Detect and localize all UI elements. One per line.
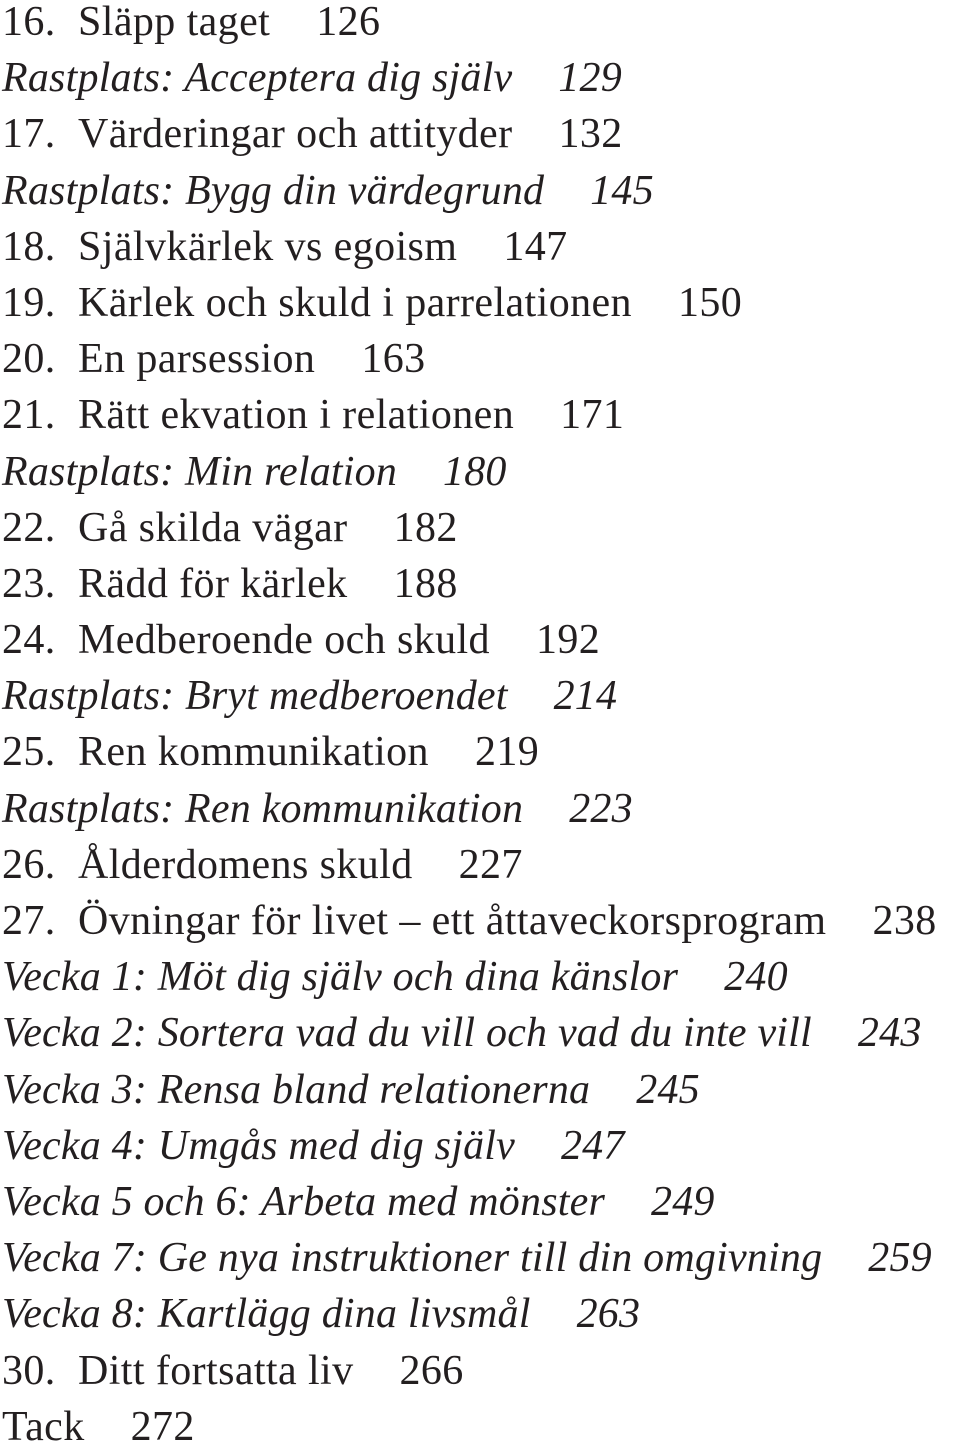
page-number: 192 (535, 617, 601, 664)
page-number: 249 (651, 1178, 715, 1225)
chapter-number: 18. (2, 223, 56, 270)
entry-title: Vecka 4: Umgås med dig själv (2, 1122, 515, 1169)
table-of-contents (2, 0, 937, 1449)
chapter-number: 20. (2, 336, 56, 383)
page-number: 245 (636, 1066, 700, 1113)
page-number: 129 (558, 55, 622, 102)
toc-entry (2, 1124, 937, 1168)
toc-entry (2, 1180, 937, 1224)
page-number: 223 (569, 785, 633, 832)
chapter-number: 26. (2, 841, 56, 888)
page-number: 266 (399, 1347, 464, 1394)
toc-entry (2, 506, 937, 550)
chapter-number: 25. (2, 729, 56, 776)
toc-entry (2, 1011, 937, 1055)
entry-title: Vecka 8: Kartlägg dina livsmål (2, 1291, 531, 1338)
page-number: 238 (872, 898, 937, 944)
entry-title: Gå skilda vägar (78, 504, 348, 551)
toc-entry (2, 56, 937, 100)
entry-title: Rastplats: Min relation (2, 448, 398, 495)
entry-title: Kärlek och skuld i parrelationen (78, 279, 632, 326)
entry-title: Rastplats: Bygg din värdegrund (2, 167, 545, 214)
toc-entry (2, 225, 937, 269)
entry-title: Rädd för kärlek (78, 560, 348, 607)
entry-title: Självkärlek vs egoism (78, 223, 458, 270)
entry-title: Rastplats: Bryt medberoendet (2, 673, 508, 720)
chapter-number: 19. (2, 279, 56, 326)
entry-title: Vecka 7: Ge nya instruktioner till din omgivning (2, 1235, 823, 1282)
page-number: 132 (558, 111, 623, 158)
entry-title: Ren kommunikation (78, 729, 429, 776)
toc-entry (2, 450, 937, 494)
page-number: 243 (857, 1010, 922, 1057)
toc-entry (2, 787, 937, 831)
toc-entry (2, 169, 937, 213)
chapter-number: 16. (2, 0, 56, 45)
page-number: 182 (393, 504, 458, 551)
toc-entry (2, 1236, 937, 1280)
chapter-number: 30. (2, 1347, 56, 1394)
chapter-number: 22. (2, 504, 56, 551)
page-number: 259 (868, 1235, 932, 1282)
page-number: 219 (474, 729, 540, 776)
entry-title: Rastplats: Acceptera dig själv (2, 55, 513, 102)
toc-entry (2, 730, 937, 774)
page-number: 272 (130, 1403, 195, 1450)
entry-title: Rätt ekvation i relationen (78, 392, 515, 439)
toc-entry (2, 562, 937, 606)
toc-entry (2, 674, 937, 718)
toc-entry (2, 281, 937, 325)
chapter-number: 17. (2, 111, 56, 158)
page-number: 150 (677, 279, 743, 326)
page-number: 240 (724, 954, 788, 1001)
entry-title: Tack (2, 1403, 85, 1450)
entry-title: Släpp taget (78, 0, 271, 45)
page-number: 180 (443, 448, 507, 495)
entry-title: Rastplats: Ren kommunikation (2, 785, 524, 832)
entry-title: Vecka 5 och 6: Arbeta med mönster (2, 1178, 606, 1225)
toc-entry (2, 843, 937, 887)
entry-title: Vecka 2: Sortera vad du vill och vad du inte vill (2, 1010, 812, 1057)
page-number: 163 (361, 336, 426, 383)
page-number: 227 (458, 841, 523, 888)
page-number: 263 (576, 1291, 641, 1338)
chapter-number: 23. (2, 560, 56, 607)
page-number: 214 (553, 673, 618, 720)
entry-title: Ditt fortsatta liv (78, 1347, 354, 1394)
toc-entry (2, 393, 937, 437)
toc-entry (2, 1405, 937, 1449)
toc-entry (2, 1068, 937, 1112)
entry-title: Vecka 1: Möt dig själv och dina känslor (2, 954, 679, 1001)
page-number: 247 (560, 1122, 625, 1169)
chapter-number: 21. (2, 392, 56, 439)
page-number: 171 (560, 392, 625, 439)
toc-entry (2, 337, 937, 381)
toc-entry (2, 1292, 937, 1336)
toc-entry (2, 1349, 937, 1393)
toc-entry (2, 899, 937, 943)
entry-title: En parsession (78, 336, 316, 383)
entry-title: Medberoende och skuld (78, 617, 490, 664)
entry-title: Ålderdomens skuld (78, 841, 413, 888)
page-number: 126 (316, 0, 381, 45)
toc-entry (2, 955, 937, 999)
toc-entry (2, 0, 937, 44)
toc-entry (2, 112, 937, 156)
toc-entry (2, 618, 937, 662)
chapter-number: 27. (2, 898, 56, 944)
page-number: 145 (590, 167, 654, 214)
entry-title: Vecka 3: Rensa bland relationerna (2, 1066, 591, 1113)
page-number: 188 (393, 560, 458, 607)
page-number: 147 (503, 223, 568, 270)
chapter-number: 24. (2, 617, 56, 664)
entry-title: Övningar för livet – ett åttaveckorsprogram (78, 898, 827, 944)
entry-title: Värderingar och attityder (78, 111, 513, 158)
